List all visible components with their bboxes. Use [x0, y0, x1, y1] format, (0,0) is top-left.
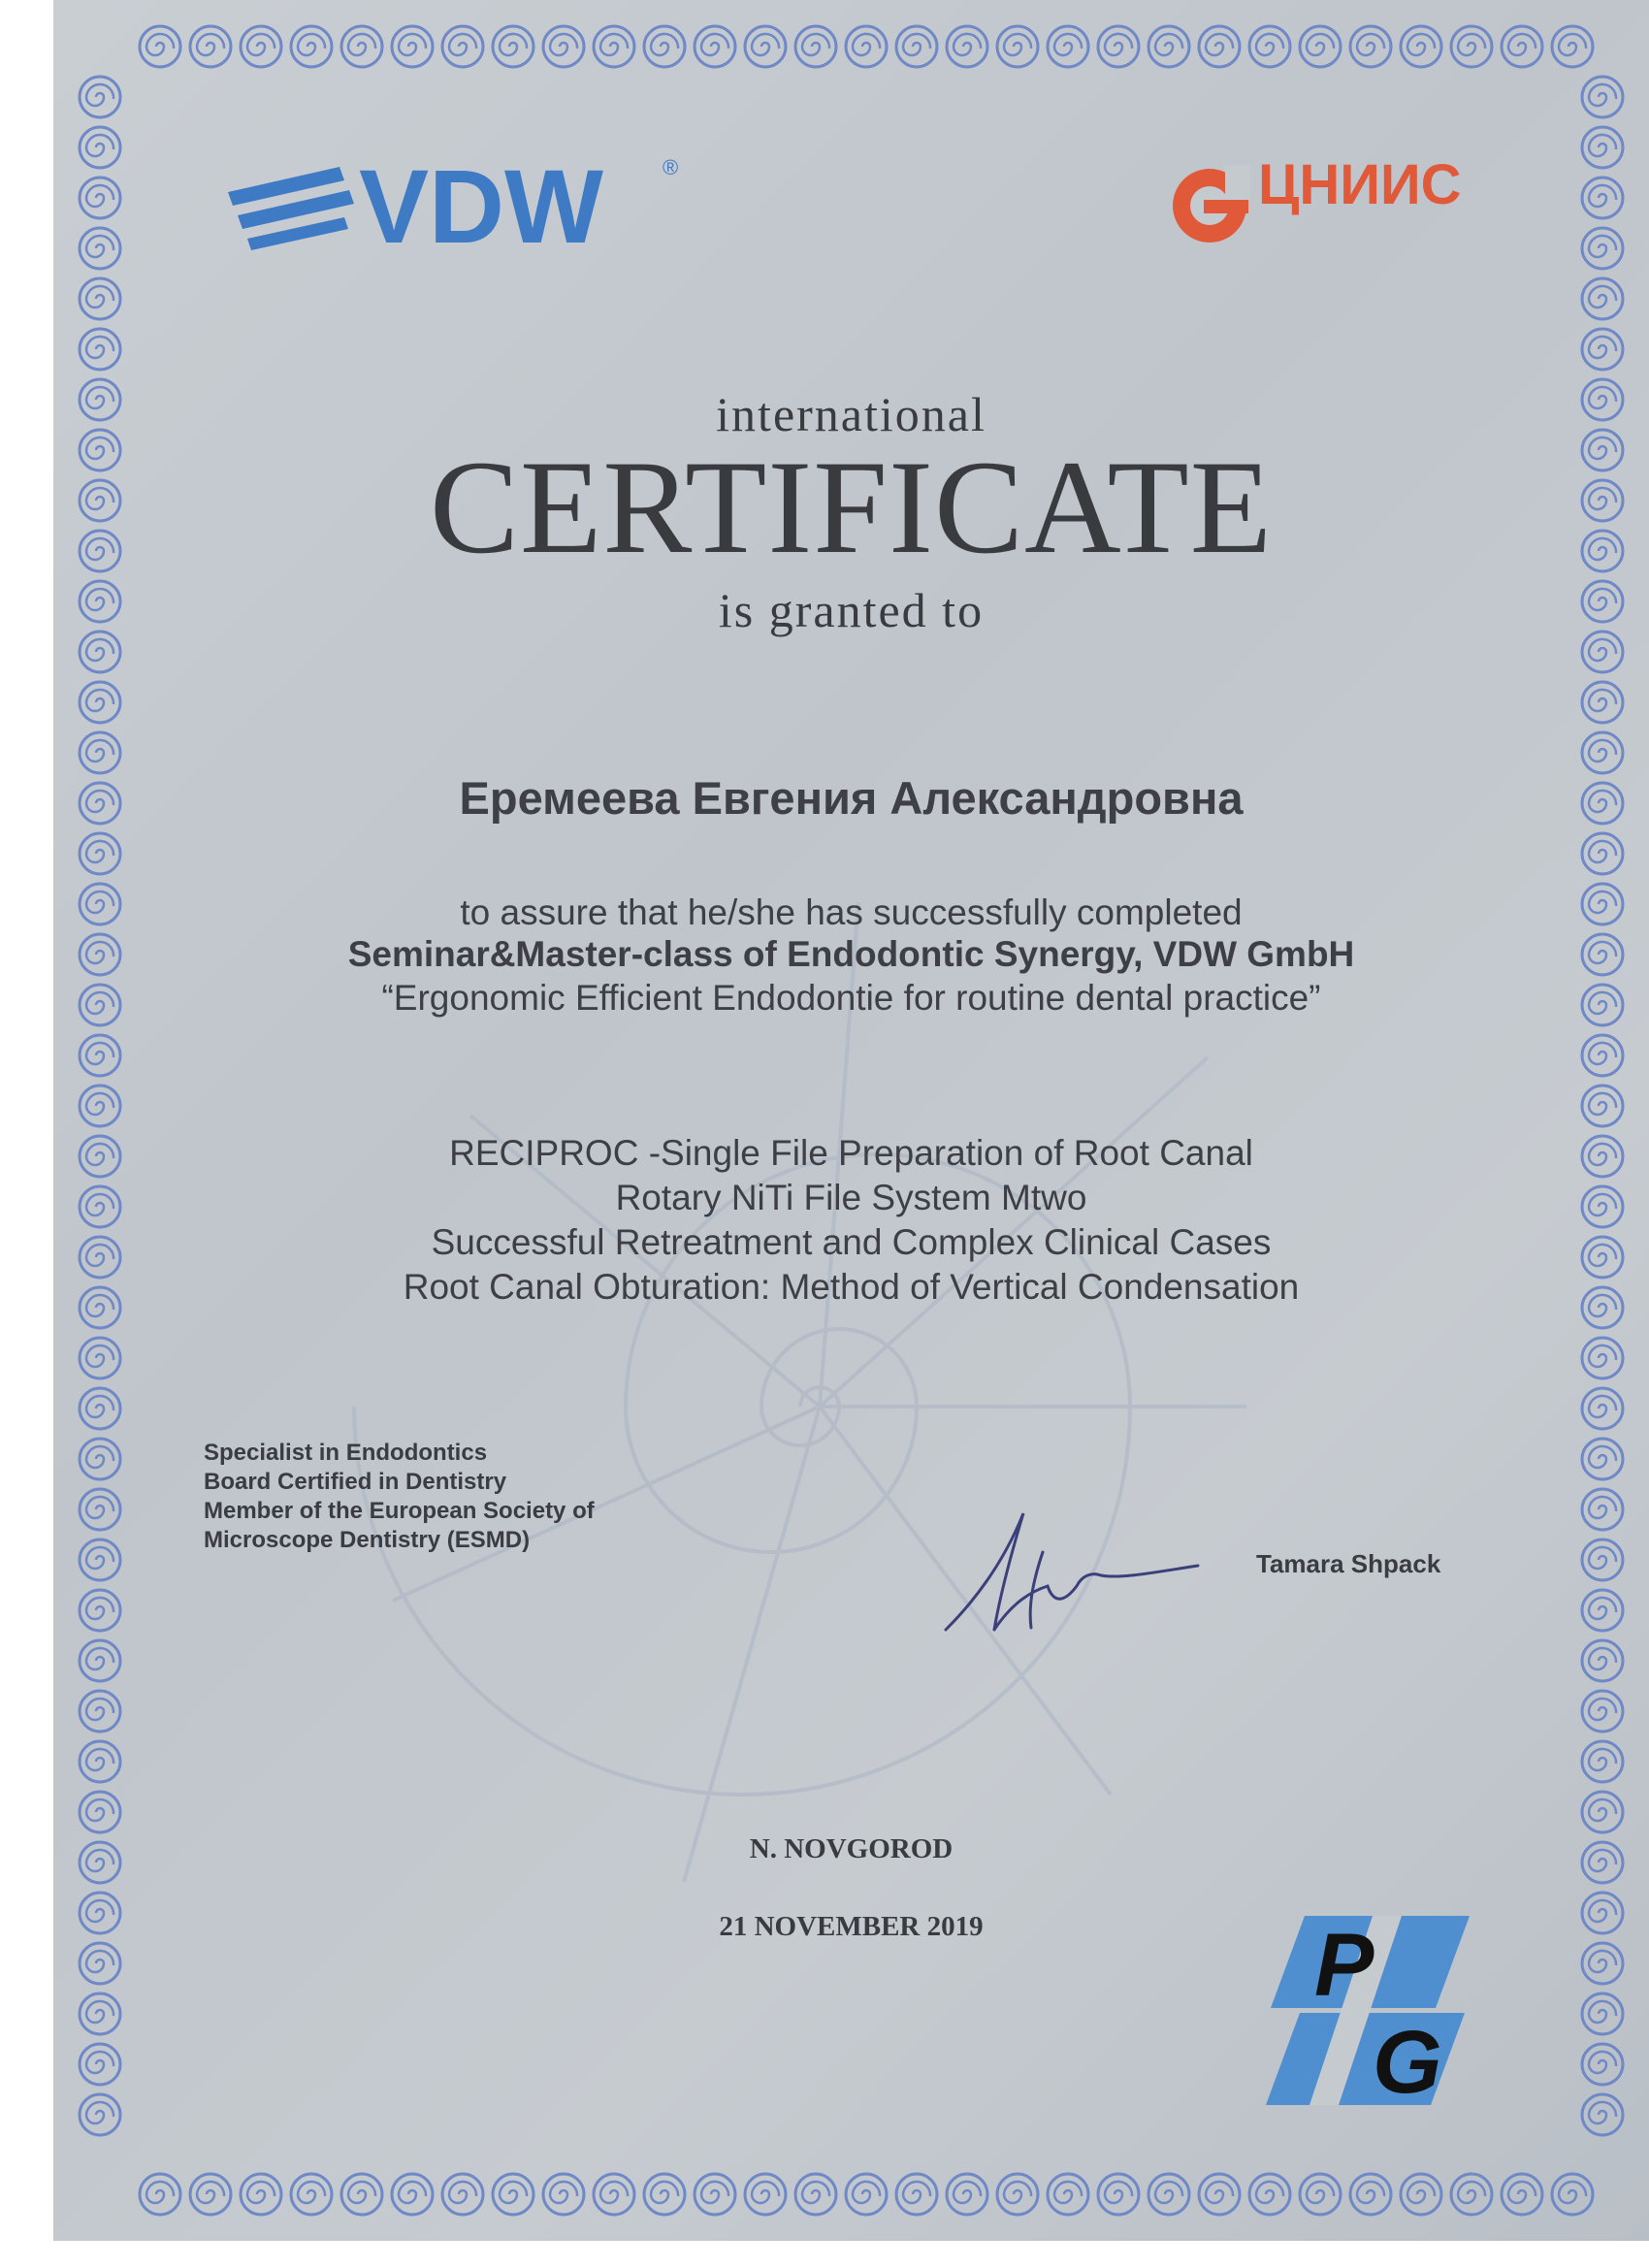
shell-ornament-icon [1582, 1439, 1623, 1479]
shell-ornament-icon [1582, 682, 1623, 723]
shell-ornament-icon [947, 2174, 987, 2215]
shell-ornament-icon [80, 1388, 120, 1429]
shell-ornament-icon [1582, 178, 1623, 218]
shell-ornament-icon [1148, 26, 1189, 67]
shell-ornament-icon [1502, 2174, 1542, 2215]
credential-line: Microscope Dentistry (ESMD) [204, 1527, 531, 1553]
pg-letter-p: P [1314, 1916, 1374, 2015]
cniis-logo [1169, 146, 1576, 252]
shell-ornament-icon [1199, 2174, 1240, 2215]
shell-ornament-icon [846, 26, 887, 67]
shell-ornament-icon [1401, 26, 1441, 67]
shell-ornament-icon [1098, 2174, 1139, 2215]
shell-ornament-icon [1300, 26, 1341, 67]
shell-ornament-icon [80, 1792, 120, 1832]
topic-item: Root Canal Obturation: Method of Vertical Condensation [403, 1267, 1300, 1307]
credential-line: Member of the European Society of [204, 1498, 595, 1524]
shell-ornament-icon [1582, 1035, 1623, 1076]
shell-ornament-icon [543, 26, 584, 67]
shell-ornament-icon [442, 2174, 483, 2215]
shell-ornament-icon [1552, 2174, 1593, 2215]
shell-ornament-icon [80, 1691, 120, 1732]
shell-ornament-icon [594, 2174, 634, 2215]
shell-ornament-icon [1451, 2174, 1492, 2215]
certificate-title: CERTIFICATE [429, 433, 1274, 581]
cniis-emblem-icon [1173, 165, 1250, 243]
vdw-stripes-icon [228, 167, 354, 250]
shell-ornament-icon [1502, 26, 1542, 67]
shell-ornament-icon [1048, 26, 1088, 67]
shell-ornament-icon [80, 1085, 120, 1126]
shell-ornament-icon [80, 228, 120, 269]
shell-ornament-icon [80, 732, 120, 773]
shell-ornament-icon [341, 26, 382, 67]
shell-ornament-icon [1582, 2094, 1623, 2135]
vdw-logo [228, 146, 684, 252]
shell-ornament-icon [795, 26, 836, 67]
shell-ornament-icon [80, 1489, 120, 1530]
shell-ornament-icon [745, 2174, 786, 2215]
program-name: Seminar&Master-class of Endodontic Synergy, VDW GmbH [347, 934, 1355, 974]
shell-ornament-icon [644, 26, 685, 67]
shell-ornament-icon [1582, 833, 1623, 874]
shell-ornament-icon [1048, 2174, 1088, 2215]
topic-item: RECIPROC -Single File Preparation of Root Canal [449, 1133, 1253, 1173]
shell-ornament-icon [1582, 1590, 1623, 1631]
shell-ornament-icon [341, 2174, 382, 2215]
shell-ornament-icon [80, 77, 120, 117]
pg-letter-g: G [1373, 2013, 1442, 2105]
shell-ornament-icon [80, 1035, 120, 1076]
topic-item: Rotary NiTi File System Mtwo [615, 1178, 1087, 1217]
shell-ornament-icon [1582, 228, 1623, 269]
shell-ornament-icon [997, 26, 1038, 67]
shell-ornament-icon [80, 2094, 120, 2135]
shell-ornament-icon [594, 26, 634, 67]
registered-mark: ® [663, 155, 679, 179]
shell-ornament-icon [1582, 329, 1623, 370]
shell-ornament-icon [695, 26, 735, 67]
shell-ornament-icon [1451, 26, 1492, 67]
shell-ornament-icon [190, 26, 231, 67]
shell-ornament-icon [80, 178, 120, 218]
shell-ornament-icon [1401, 2174, 1441, 2215]
shell-ornament-icon [695, 2174, 735, 2215]
certificate-subtitle: is granted to [718, 583, 985, 637]
shell-ornament-icon [1582, 1338, 1623, 1378]
shell-ornament-icon [1582, 77, 1623, 117]
shell-ornament-icon [1582, 127, 1623, 168]
shell-ornament-icon [241, 2174, 281, 2215]
shell-ornament-icon [947, 26, 987, 67]
shell-ornament-icon [241, 26, 281, 67]
signer-name: Tamara Shpack [1256, 1549, 1441, 1578]
shell-ornament-icon [896, 2174, 937, 2215]
shell-ornament-icon [1199, 26, 1240, 67]
shell-ornament-icon [1582, 1489, 1623, 1530]
shell-ornament-icon [1582, 1943, 1623, 1984]
certificate-kicker: international [716, 387, 986, 441]
shell-ornament-icon [896, 26, 937, 67]
shell-ornament-icon [80, 278, 120, 319]
shell-ornament-icon [392, 26, 433, 67]
vdw-wordmark: VDW [359, 147, 603, 252]
shell-ornament-icon [80, 833, 120, 874]
shell-ornament-icon [190, 2174, 231, 2215]
shell-ornament-icon [291, 26, 332, 67]
shell-ornament-icon [1582, 732, 1623, 773]
shell-ornament-icon [493, 2174, 534, 2215]
shell-ornament-icon [493, 26, 534, 67]
shell-ornament-icon [1098, 26, 1139, 67]
shell-ornament-icon [1582, 1085, 1623, 1126]
shell-ornament-icon [1350, 2174, 1391, 2215]
shell-ornament-icon [795, 2174, 836, 2215]
shell-ornament-icon [80, 127, 120, 168]
course-title: “Ergonomic Efficient Endodontie for routine dental practice” [381, 978, 1321, 1018]
credential-line: Board Certified in Dentistry [204, 1469, 507, 1495]
shell-ornament-icon [1582, 2044, 1623, 2085]
shell-ornament-icon [80, 2044, 120, 2085]
shell-ornament-icon [745, 26, 786, 67]
shell-ornament-icon [1582, 1792, 1623, 1832]
shell-ornament-icon [291, 2174, 332, 2215]
pg-logo [1266, 1916, 1470, 2105]
shell-ornament-icon [80, 1539, 120, 1580]
credential-line: Specialist in Endodontics [204, 1440, 488, 1466]
shell-ornament-icon [80, 682, 120, 723]
shell-ornament-icon [80, 1993, 120, 2034]
shell-ornament-icon [80, 1741, 120, 1782]
shell-ornament-icon [1582, 1539, 1623, 1580]
shell-ornament-icon [80, 329, 120, 370]
shell-ornament-icon [80, 1439, 120, 1479]
date: 21 NOVEMBER 2019 [719, 1911, 984, 1942]
shell-ornament-icon [1582, 1993, 1623, 2034]
shell-ornament-icon [846, 2174, 887, 2215]
recipient-name: Еремеева Евгения Александровна [459, 772, 1244, 824]
shell-ornament-icon [1582, 1388, 1623, 1429]
shell-ornament-icon [1350, 26, 1391, 67]
shell-ornament-icon [392, 2174, 433, 2215]
shell-ornament-icon [80, 1590, 120, 1631]
shell-ornament-icon [140, 2174, 180, 2215]
certificate-sheet [53, 0, 1649, 2241]
shell-ornament-icon [644, 2174, 685, 2215]
shell-ornament-icon [80, 1943, 120, 1984]
shell-ornament-icon [1582, 1691, 1623, 1732]
shell-ornament-icon [1552, 26, 1593, 67]
cniis-wordmark: ЦНИИС [1258, 153, 1462, 216]
handwritten-signature [907, 1494, 1256, 1649]
shell-ornament-icon [80, 1640, 120, 1681]
shell-ornament-icon [1148, 2174, 1189, 2215]
shell-ornament-icon [543, 2174, 584, 2215]
shell-ornament-icon [1582, 278, 1623, 319]
shell-ornament-icon [1582, 1741, 1623, 1782]
shell-ornament-icon [1300, 2174, 1341, 2215]
shell-ornament-icon [1582, 1640, 1623, 1681]
topic-item: Successful Retreatment and Complex Clinical Cases [431, 1222, 1272, 1262]
city: N. NOVGOROD [749, 1833, 954, 1864]
shell-ornament-icon [140, 26, 180, 67]
shell-ornament-icon [1249, 26, 1290, 67]
shell-ornament-icon [1249, 2174, 1290, 2215]
shell-ornament-icon [442, 26, 483, 67]
shell-ornament-icon [80, 1338, 120, 1378]
shell-ornament-icon [997, 2174, 1038, 2215]
nautilus-watermark [276, 863, 1363, 1930]
assure-text: to assure that he/she has successfully completed [460, 892, 1243, 932]
